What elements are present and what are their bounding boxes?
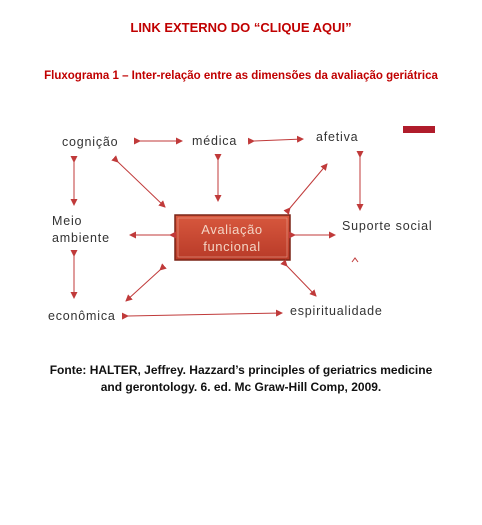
node-espiritualidade: espiritualidade [290, 304, 383, 318]
node-cognicao: cognição [62, 135, 119, 149]
figure-caption: Fluxograma 1 – Inter-relação entre as dimensões da avaliação geriátrica [44, 70, 438, 82]
node-afetiva: afetiva [316, 130, 359, 144]
arrow-center-afetiva [290, 164, 327, 208]
arrow-medica-afetiva [254, 139, 303, 141]
node-meio-ambiente-line-1: Meio [52, 214, 83, 228]
arrow-economica-espiritualidade [128, 313, 282, 316]
arrow-center-espiritualidade [287, 266, 316, 296]
node-economica: econômica [48, 309, 116, 323]
arrow-center-economica [126, 270, 160, 301]
source-line-1: Fonte: HALTER, Jeffrey. Hazzard’s principles of geriatrics medicine [49, 363, 433, 377]
node-medica: médica [192, 134, 238, 148]
decorative-bar [403, 126, 435, 133]
caret-mark [352, 258, 358, 262]
source-line-2: and gerontology. 6. ed. Mc Graw-Hill Comp, 2009. [100, 380, 382, 394]
node-meio-ambiente-line-2: ambiente [52, 231, 110, 245]
center-box [175, 215, 290, 260]
center-label-line-1: Avaliação [201, 222, 263, 237]
center-label-line-2: funcional [203, 239, 261, 254]
node-suporte-social: Suporte social [342, 219, 433, 233]
figure-source [0, 362, 482, 396]
external-link[interactable]: LINK EXTERNO DO “CLIQUE AQUI” [130, 20, 352, 35]
arrow-cognicao-center [118, 162, 165, 207]
